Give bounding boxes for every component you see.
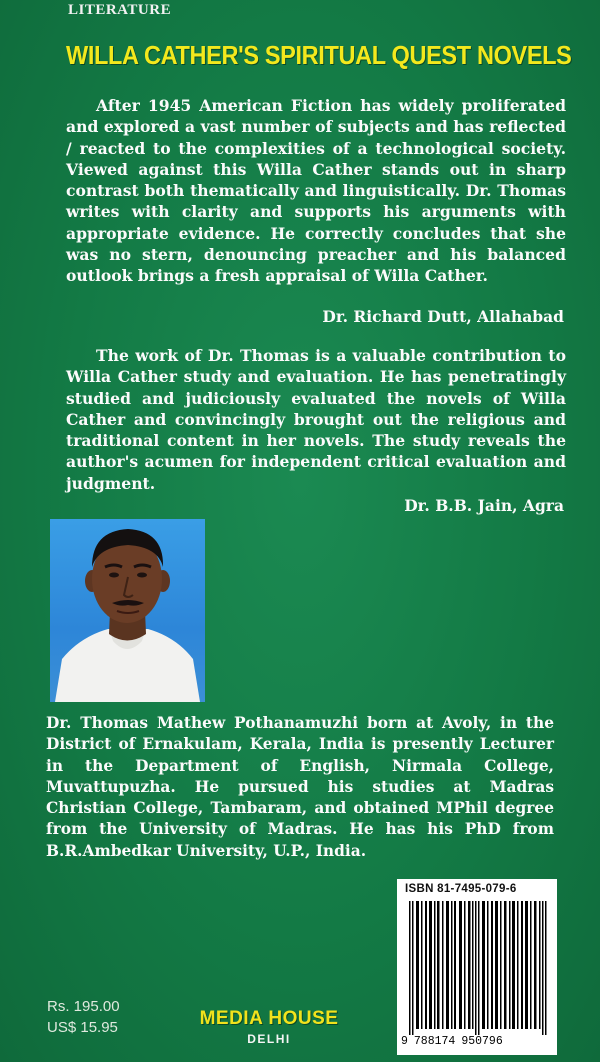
isbn-label: ISBN 81-7495-079-6 <box>405 883 517 895</box>
reviewer-1: Dr. Richard Dutt, Allahabad <box>322 307 564 326</box>
price-inr: Rs. 195.00 <box>47 998 120 1015</box>
publisher-city: DELHI <box>247 1032 291 1046</box>
review-2-text: The work of Dr. Thomas is a valuable contribution to Willa Cather study and evaluation. He has penetratingly studied and judiciously evaluated the novels of Willa Cather and convincingly brought out the religious and traditional content in her novels. The study reveals the author's acumen for independent critical evaluation and judgment. <box>66 346 566 493</box>
book-title: WILLA CATHER'S SPIRITUAL QUEST NOVELS <box>66 40 572 70</box>
barcode-digits <box>401 1035 553 1048</box>
barcode-bars <box>401 901 553 1035</box>
category-label: LITERATURE <box>68 2 172 18</box>
review-2 <box>66 345 566 494</box>
author-portrait-icon <box>50 519 205 702</box>
reviewer-2: Dr. B.B. Jain, Agra <box>404 496 564 515</box>
author-bio <box>46 713 554 862</box>
author-bio-text: Dr. Thomas Mathew Pothanamuzhi born at Avoly, in the District of Ernakulam, Kerala, India is presently Lecturer in the Department of English, Nirmala College, Muvattupuzha. He pursued his studies at Madras Christian College, Tambaram, and obtained MPhil degree from the University of Madras. He has his PhD from B.R.Ambedkar University, U.P., India. <box>46 714 554 860</box>
barcode <box>397 879 557 1055</box>
price-usd: US$ 15.95 <box>47 1019 118 1036</box>
review-1 <box>66 95 566 287</box>
publisher-name: MEDIA HOUSE <box>199 1008 339 1029</box>
barcode-digit-left: 788174 <box>413 1035 456 1048</box>
review-1-text: After 1945 American Fiction has widely proliferated and explored a vast number of subjects and has reflected / reacted to the complexities of a technological society. Viewed against this Willa Cather stands out in sharp contrast both thematically and linguistically. Dr. Thomas writes with clarity and supports his arguments with appropriate evidence. He correctly concludes that she was no stern, denouncing preacher and his balanced outlook brings a fresh appraisal of Willa Cather. <box>66 96 566 286</box>
author-photo <box>50 519 205 702</box>
barcode-digit-right: 950796 <box>461 1035 503 1048</box>
barcode-digit-prefix: 9 <box>401 1035 408 1048</box>
